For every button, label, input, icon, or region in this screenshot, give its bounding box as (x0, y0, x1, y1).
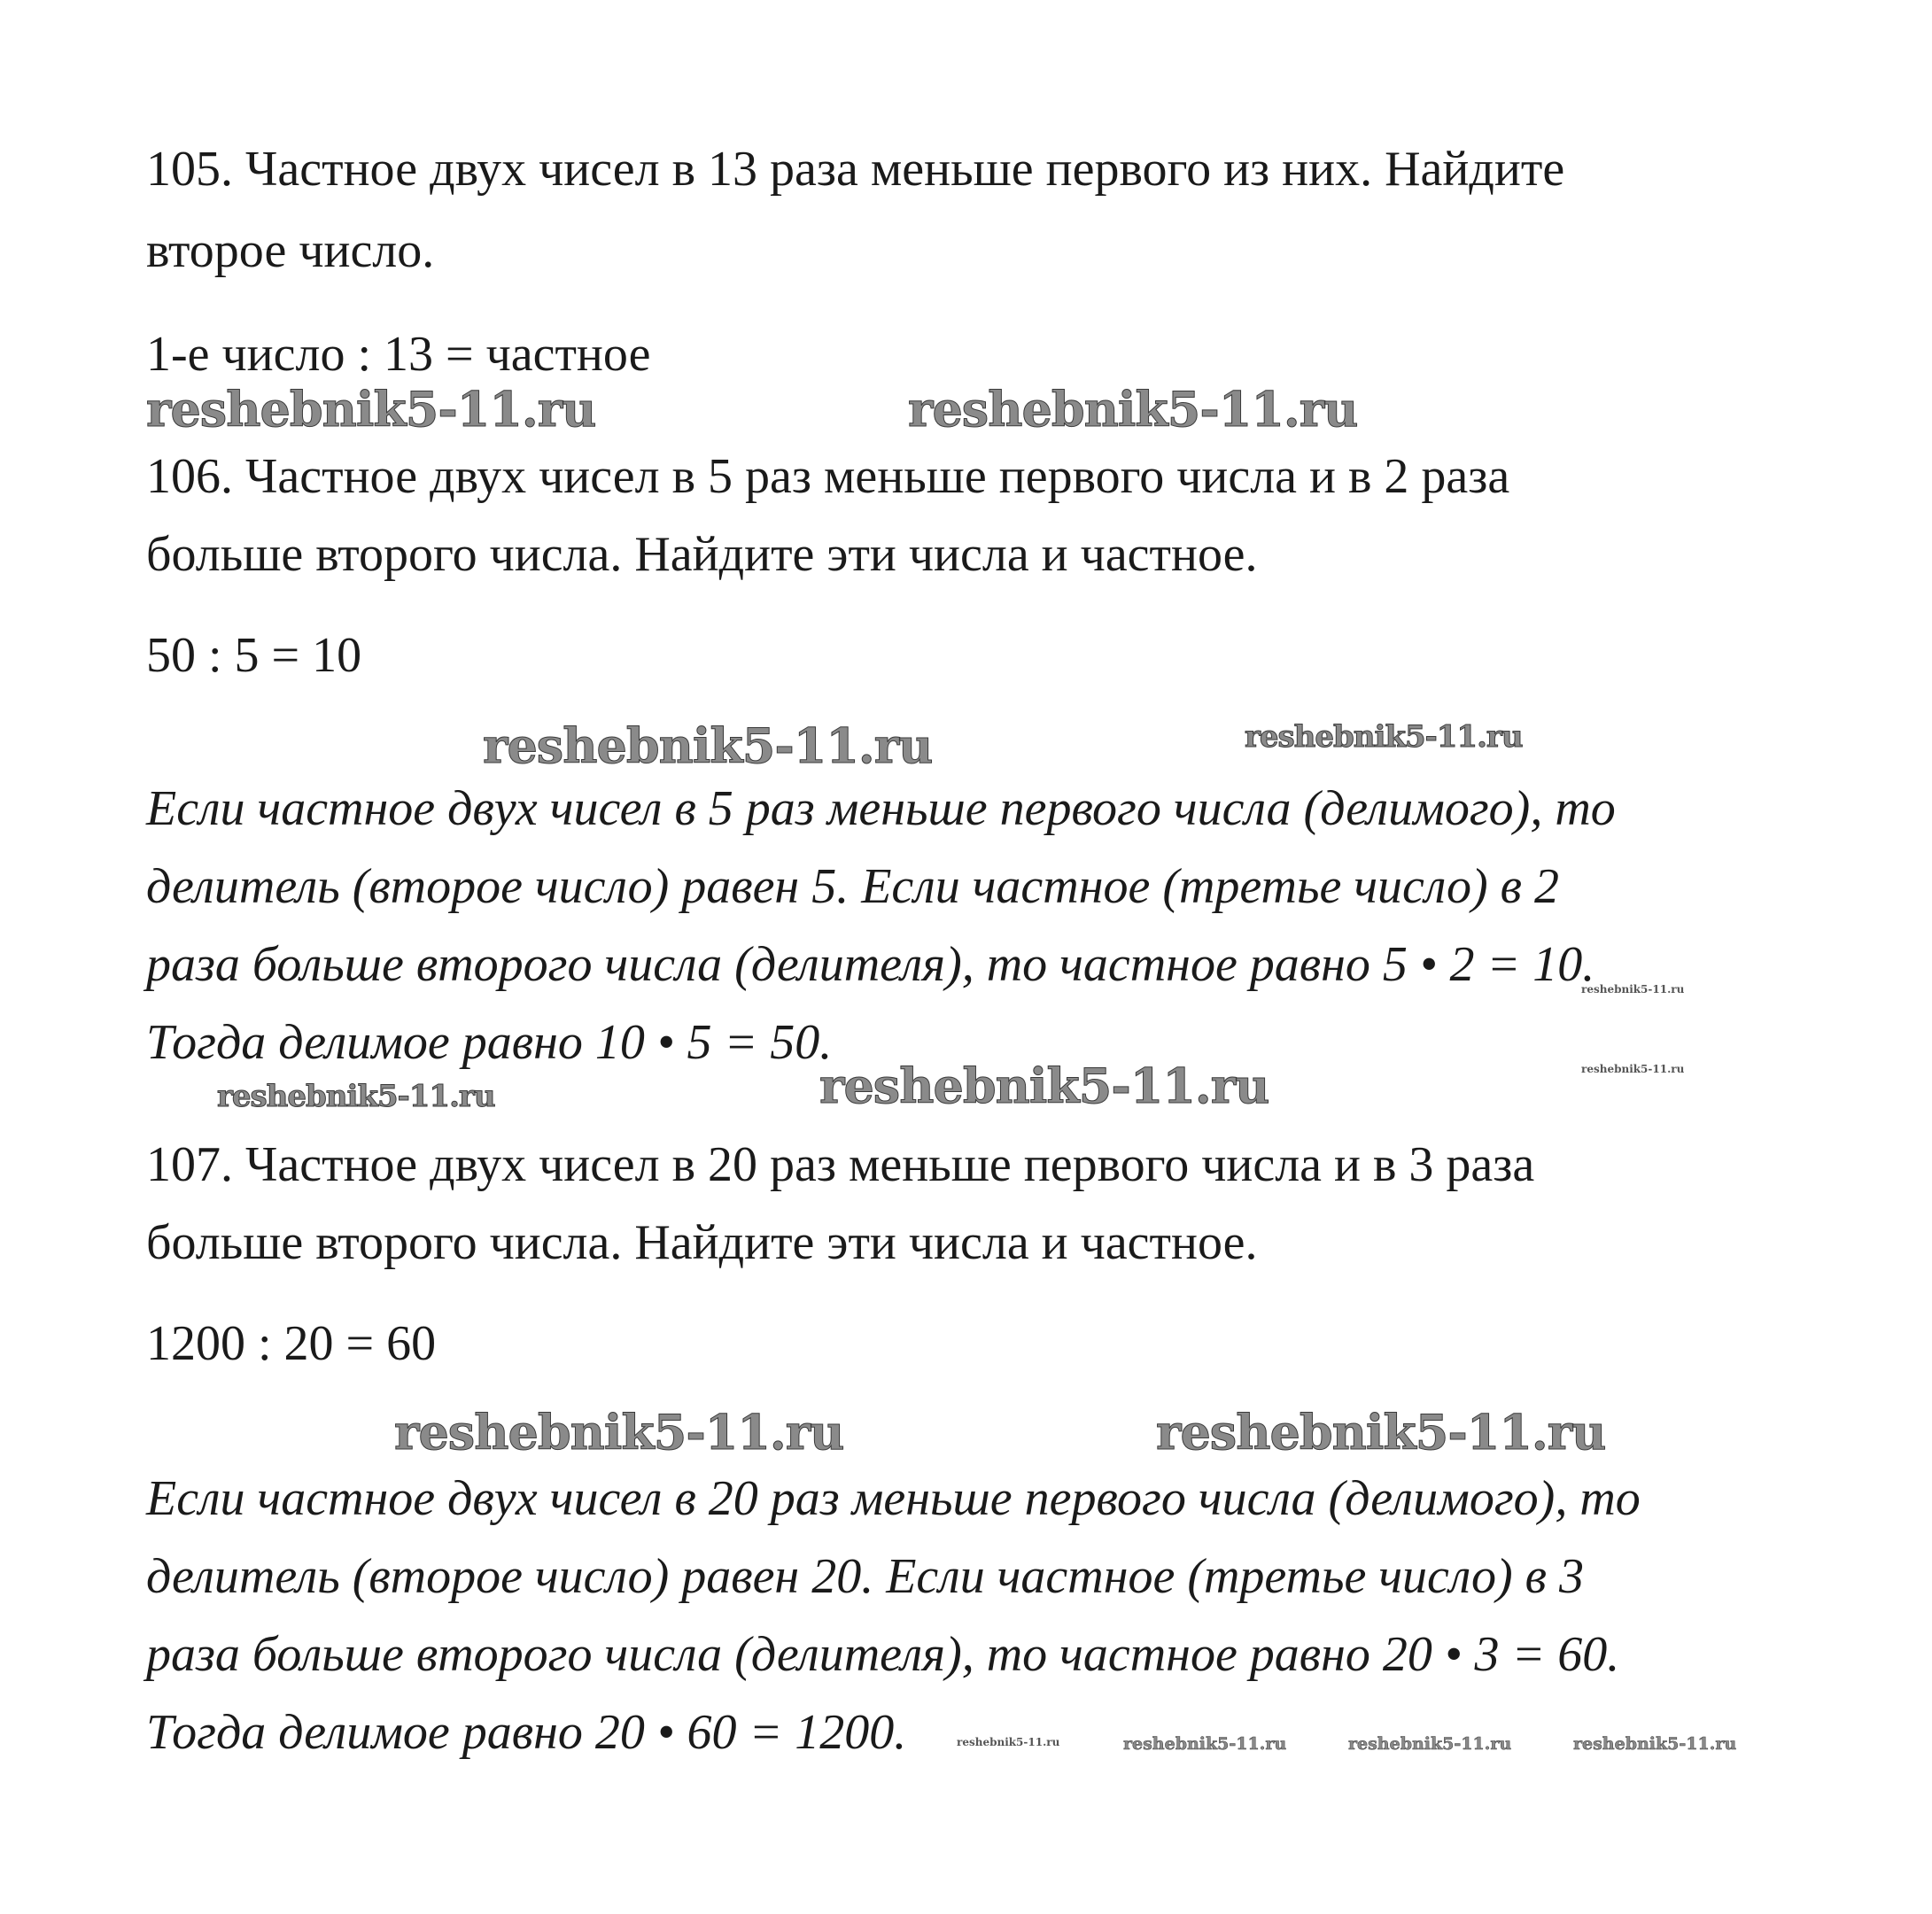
watermark: reshebnik5-11.ru (217, 1079, 495, 1114)
watermark: reshebnik5-11.ru (957, 1736, 1060, 1748)
problem-105-line-2: второе число. (146, 223, 435, 278)
problem-106-explanation-3: раза больше второго числа (делителя), то частное равно 5 • 2 = 10. (146, 937, 1595, 992)
watermark: reshebnik5-11.ru (1245, 719, 1523, 755)
problem-106-solution: 50 : 5 = 10 (146, 628, 362, 683)
watermark: reshebnik5-11.ru (908, 381, 1358, 438)
problem-106-line-1: 106. Частное двух чисел в 5 раз меньше первого числа и в 2 раза (146, 449, 1510, 504)
watermark: reshebnik5-11.ru (1156, 1404, 1606, 1461)
watermark: reshebnik5-11.ru (1581, 983, 1685, 996)
problem-106-explanation-4: Тогда делимое равно 10 • 5 = 50. (146, 1015, 833, 1070)
watermark: reshebnik5-11.ru (819, 1058, 1269, 1114)
watermark: reshebnik5-11.ru (1123, 1734, 1287, 1754)
problem-107-explanation-3: раза больше второго числа (делителя), то частное равно 20 • 3 = 60. (146, 1627, 1620, 1682)
watermark: reshebnik5-11.ru (1348, 1734, 1512, 1754)
problem-107-explanation-4: Тогда делимое равно 20 • 60 = 1200. (146, 1705, 907, 1760)
watermark: reshebnik5-11.ru (394, 1404, 844, 1461)
problem-106-line-2: больше второго числа. Найдите эти числа и частное. (146, 527, 1258, 582)
problem-106-explanation-2: делитель (второе число) равен 5. Если частное (третье число) в 2 (146, 859, 1559, 914)
problem-106-explanation-1: Если частное двух чисел в 5 раз меньше первого числа (делимого), то (146, 781, 1616, 836)
problem-105-line-1: 105. Частное двух чисел в 13 раза меньше первого из них. Найдите (146, 142, 1565, 197)
problem-105-solution: 1-е число : 13 = частное (146, 327, 651, 382)
watermark: reshebnik5-11.ru (146, 381, 596, 438)
problem-107-explanation-2: делитель (второе число) равен 20. Если частное (третье число) в 3 (146, 1549, 1584, 1604)
problem-107-solution: 1200 : 20 = 60 (146, 1316, 437, 1371)
problem-107-explanation-1: Если частное двух чисел в 20 раз меньше первого числа (делимого), то (146, 1471, 1641, 1526)
problem-107-line-1: 107. Частное двух чисел в 20 раз меньше первого числа и в 3 раза (146, 1137, 1535, 1192)
watermark: reshebnik5-11.ru (483, 717, 933, 774)
problem-107-line-2: больше второго числа. Найдите эти числа и частное. (146, 1215, 1258, 1270)
watermark: reshebnik5-11.ru (1573, 1734, 1737, 1754)
watermark: reshebnik5-11.ru (1581, 1063, 1685, 1075)
